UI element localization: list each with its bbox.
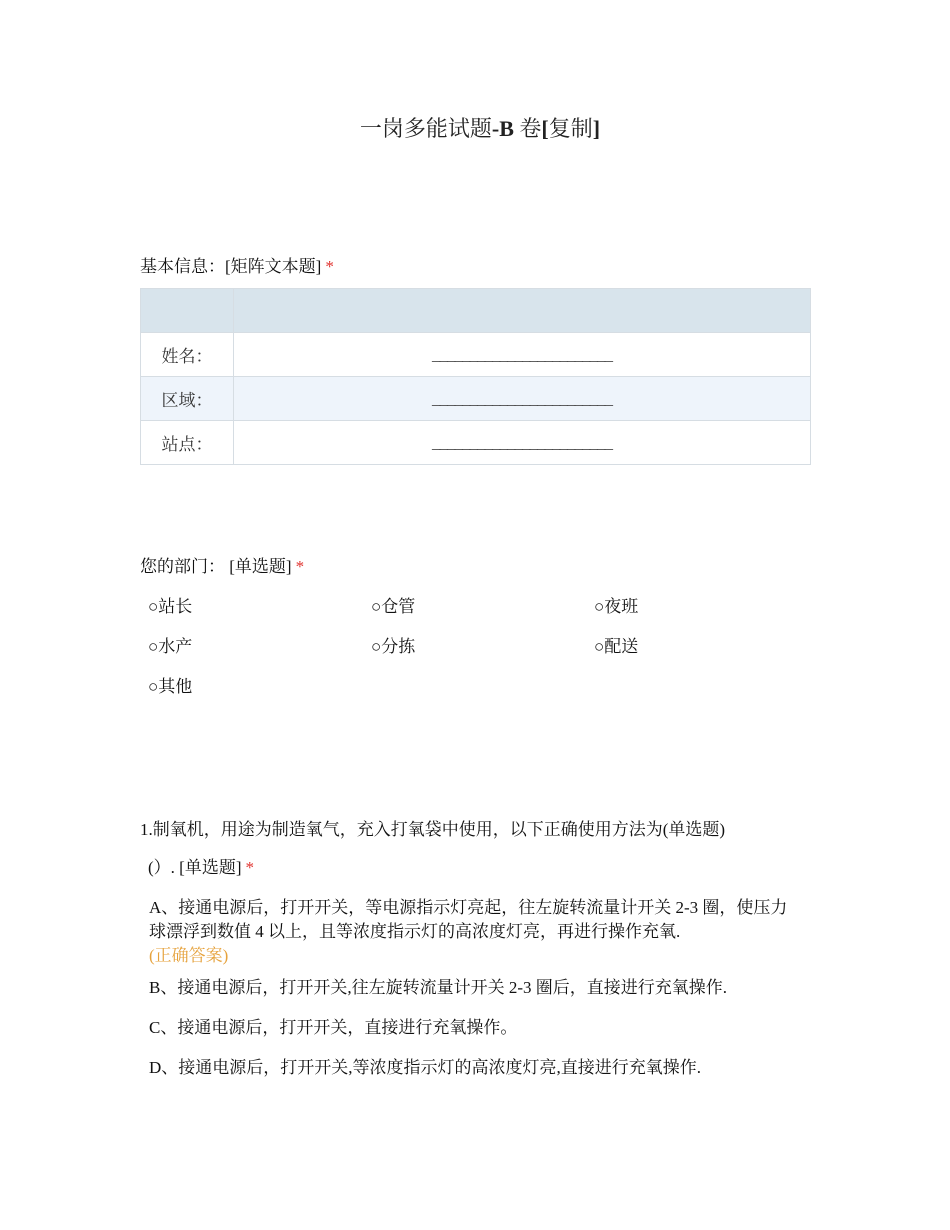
title-bold: -B [491,116,514,141]
matrix-row-site [141,421,811,465]
title-prefix: 一岗多能试题 [359,116,492,141]
option-night-shift[interactable]: ○夜班 [594,597,639,616]
option-aquatic[interactable]: ○水产 [148,637,193,656]
answer-option-a[interactable] [149,896,799,968]
answer-option-d[interactable]: D、接通电源后，打开开关,等浓度指示灯的高浓度灯亮,直接进行充氧操作. [149,1058,702,1077]
question-text: 1.制氧机，用途为制造氧气，充入打氧袋中使用，以下正确使用方法为(单选题) [140,820,726,839]
question-1 [140,818,800,880]
question-type: (）. [单选题] [148,858,242,877]
answer-text: A、接通电源后，打开开关，等电源指示灯亮起，往左旋转流量计开关 2-3 圈，使压力球漂浮到数值 4 以上，且等浓度指示灯的高浓度灯亮，再进行操作充氧. [149,898,788,941]
region-field[interactable]: ________________________ [234,377,811,421]
option-warehouse[interactable]: ○仓管 [371,597,416,616]
row-label: 姓名： [141,333,234,377]
department-text: 您的部门： [单选题] [140,557,292,576]
answer-list [149,896,799,1096]
matrix-header-cell [234,289,811,333]
required-mark: * [245,858,254,877]
title-bracket-close: ] [592,116,601,141]
option-sorting[interactable]: ○分拣 [371,637,416,656]
correct-answer-badge: (正确答案) [149,946,229,965]
site-field[interactable]: ________________________ [234,421,811,465]
matrix-row-region [141,377,811,421]
basic-info-text: 基本信息：[矩阵文本题] [140,257,322,276]
title-bracket-open: [ [541,116,549,141]
matrix-row-name [141,333,811,377]
title-mid: 卷 [513,116,542,141]
name-field[interactable]: ________________________ [234,333,811,377]
required-mark: * [325,257,334,276]
answer-option-b[interactable]: B、接通电源后，打开开关,往左旋转流量计开关 2-3 圈后，直接进行充氧操作. [149,978,727,997]
required-mark: * [295,557,305,576]
department-options [148,596,818,698]
basic-info-matrix [140,288,811,465]
row-label: 站点： [141,421,234,465]
question-sub [148,856,800,880]
matrix-header-cell [141,289,234,333]
option-station-manager[interactable]: ○站长 [148,597,193,616]
page-title [0,112,950,143]
option-other[interactable]: ○其他 [148,677,193,696]
row-label: 区域： [141,377,234,421]
department-label [140,552,304,577]
answer-option-c[interactable]: C、接通电源后，打开开关，直接进行充氧操作。 [149,1018,518,1037]
basic-info-label [140,252,334,277]
option-delivery[interactable]: ○配送 [594,637,639,656]
matrix-header-row [141,289,811,333]
title-suffix: 复制 [548,116,593,141]
